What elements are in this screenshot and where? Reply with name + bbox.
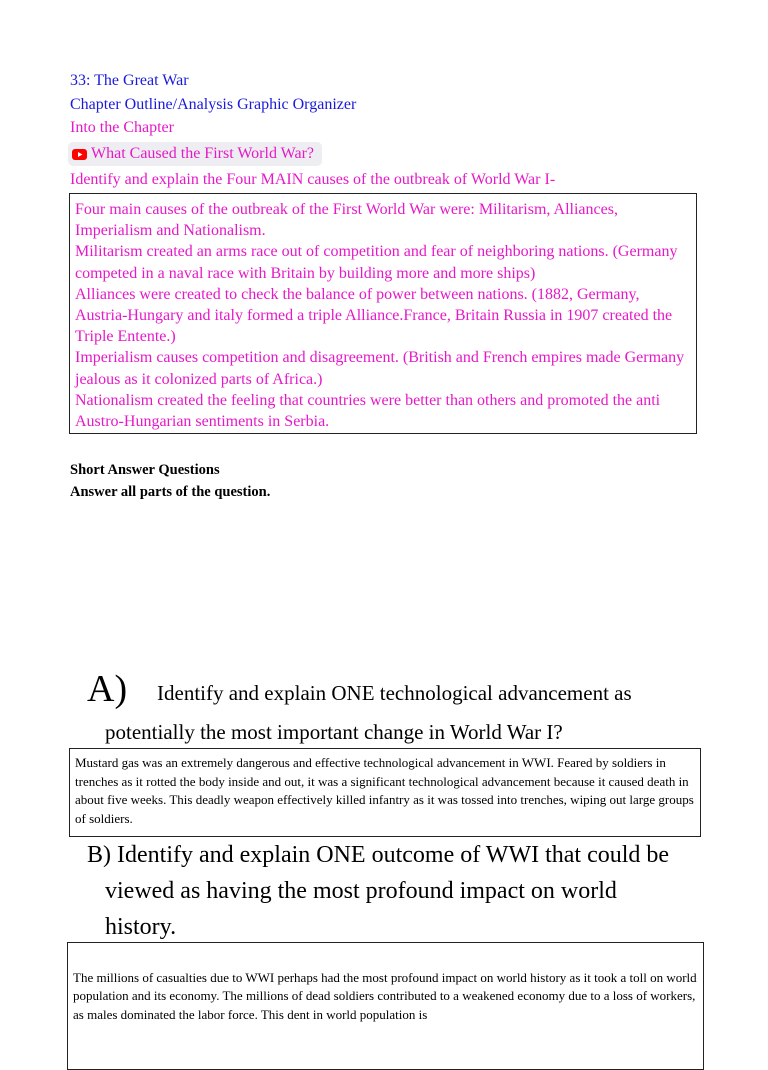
question-b (87, 837, 727, 945)
answer-paragraph: Imperialism causes competition and disagreement. (British and French empires made Germany jealous as it colonized parts of Africa.) (75, 349, 685, 388)
video-link-label[interactable]: What Caused the First World War? (91, 145, 315, 162)
answer-paragraph: Nationalism created the feeling that countries were better than others and promoted the anti Austro-Hungarian sentiments in Serbia. (75, 391, 661, 431)
causes-prompt: Identify and explain the Four MAIN causes of the outbreak of World War I- (70, 171, 556, 188)
question-a-line-1: Identify and explain ONE technological advancement as (157, 681, 632, 705)
short-answer-heading: Short Answer Questions (70, 462, 220, 478)
question-a-line-2: potentially the most important change in World War I? (105, 720, 563, 744)
question-b-line-2: viewed as having the most profound impact on world (105, 878, 617, 904)
causes-answer-box (69, 193, 697, 434)
question-a-letter: A) (87, 668, 128, 710)
chapter-title: 33: The Great War (70, 72, 189, 89)
question-b-line-3: history. (105, 914, 177, 940)
question-b-line-1: Identify and explain ONE outcome of WWI that could be (117, 842, 670, 868)
question-b-answer: The millions of casualties due to WWI perhaps had the most profound impact on world history as it took a toll on world population and its economy. The millions of dead soldiers contributed to a weakened economy due to a loss of workers, as males dominated the labor force. This dent in world population is (73, 970, 697, 1022)
section-label: Into the Chapter (70, 119, 174, 136)
youtube-play-icon (72, 149, 87, 160)
answer-paragraph: Alliances were created to check the balance of power between nations. (1882, Germany, Austria-Hungary and italy formed a triple Alliance.France, Britain Russia in 1907 created the Triple Entente.) (75, 285, 673, 346)
organizer-title: Chapter Outline/Analysis Graphic Organizer (70, 96, 357, 113)
short-answer-instruction: Answer all parts of the question. (70, 484, 271, 500)
question-a-answer: Mustard gas was an extremely dangerous and effective technological advancement in WWI. Feared by soldiers in trenches as it rotted the body inside and out, it was a significant technological advancement because it caused death in about five weeks. This deadly weapon effectively killed infantry as it was tossed into trenches, wiping out large groups of soldiers. (75, 755, 694, 826)
answer-paragraph: Four main causes of the outbreak of the First World War were: Militarism, Alliances, Imperialism and Nationalism. (75, 201, 618, 240)
answer-paragraph: Militarism created an arms race out of competition and fear of neighboring nations. (Germany competed in a naval race with Britain by building more and more ships) (75, 243, 678, 282)
video-link-chip[interactable] (68, 142, 322, 166)
question-b-answer-box (67, 942, 704, 1070)
question-b-letter: B) (87, 842, 111, 868)
question-a-answer-box (69, 748, 701, 837)
